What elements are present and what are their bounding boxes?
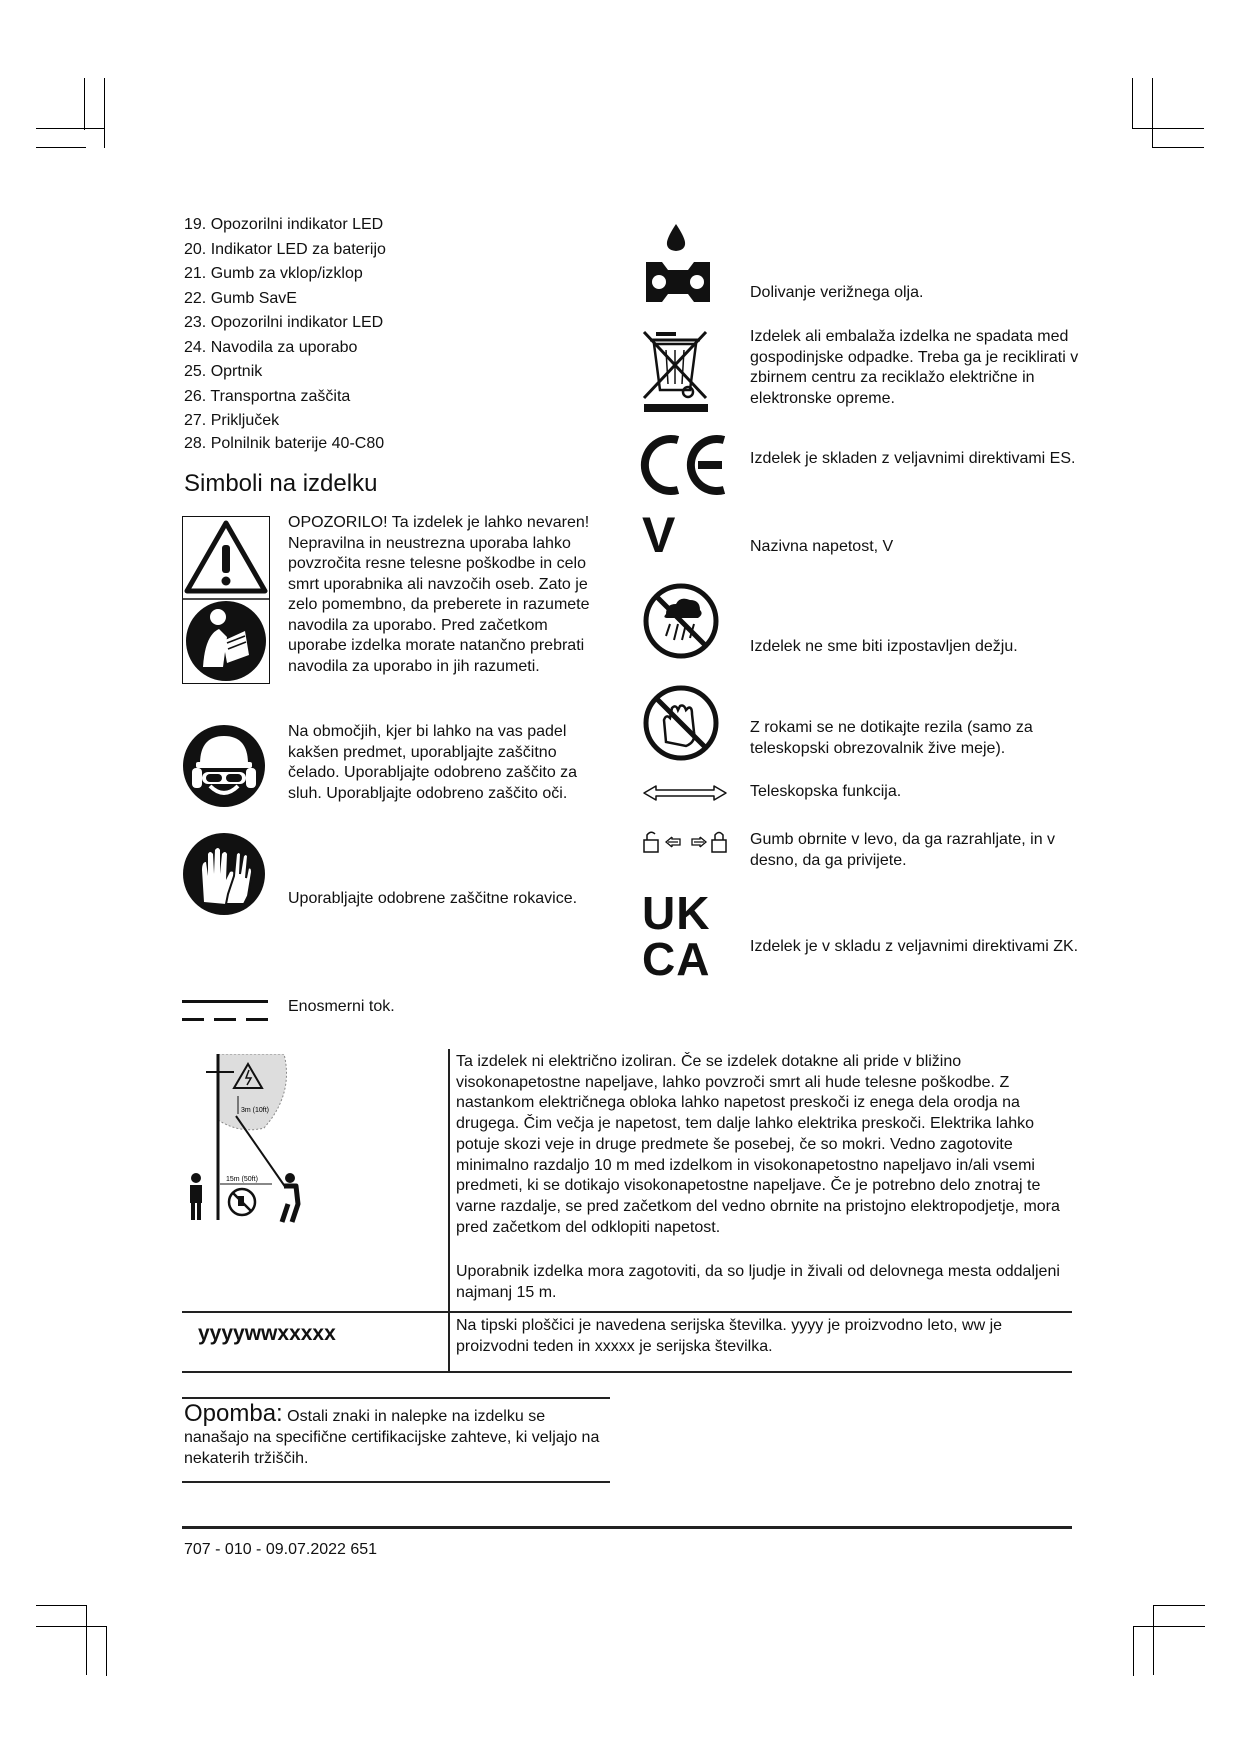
telescopic-arrow-icon	[642, 784, 728, 807]
telescopic-text: Teleskopska funkcija.	[750, 783, 902, 800]
no-rain-icon	[642, 582, 720, 665]
distance-label-15m: 15m (50ft)	[226, 1176, 258, 1183]
footer-text: 707 - 010 - 09.07.2022 651	[184, 1541, 378, 1558]
powerline-paragraph-1: Ta izdelek ni električno izoliran. Če se izdelek dotakne ali pride v bližino visokonapetostne napeljave, lahko povzroči smrt ali hude telesne poškodbe. Z nastankom električnega obloka lahko napetost preskoči iz enega dela orodja na drugega. Čim večja je napetost, tem dalje lahko elektrika preskoči. Elektrika lahko potuje skozi veje in druge predmete še posebej, če so mokri. Vedno zagotovite minimalno razdaljo 10 m med izdelkom in visokonapetostno napeljavo in/ali vsemi predmeti, ki se dotikajo visokonapetostne napeljave. Če je potrebno delo znotraj te varne razdalje, se pred začetkom del vedno obrnite na pristojno elektropodjetje, mora pred začetkom del odklopiti napetost.	[456, 1053, 1060, 1236]
helmet-text: Na območjih, kjer bi lahko na vas padel kakšen predmet, uporabljajte zaščitno čelado. Uporabljajte odobreno zaščito za sluh. Uporabljajte odobreno zaščito oči.	[288, 723, 578, 802]
powerline-paragraph-2: Uporabnik izdelka mora zagotoviti, da so ljudje in živali od delovnega mesta oddaljeni najmanj 15 m.	[456, 1263, 1060, 1301]
note-top-rule	[182, 1397, 610, 1399]
list-item: 23. Opozorilni indikator LED	[184, 314, 384, 331]
list-item: 21. Gumb za vklop/izklop	[184, 265, 363, 282]
warning-triangle-icon	[187, 523, 265, 591]
note-bottom-rule	[182, 1481, 610, 1483]
distance-label-3m: 3m (10ft)	[241, 1107, 270, 1114]
ukca-text: Izdelek je v skladu z veljavnimi direktivami ZK.	[750, 938, 1079, 955]
oil-text: Dolivanje verižnega olja.	[750, 284, 924, 301]
direct-current-icon	[182, 1000, 268, 1027]
note-title: Opomba:	[184, 1400, 283, 1427]
warning-text: OPOZORILO! Ta izdelek je lahko nevaren! Nepravilna in neustrezna uporaba lahko povzročita resne telesne poškodbe in celo smrt uporabnika ali navzočih oseb. Zato je zelo pomembno, da preberete in razumete navodila za uporabo. Pred začetkom uporabe izdelka morate natančno prebrati navodila za uporabo in jih razumeti.	[288, 514, 590, 675]
list-item: 27. Priključek	[184, 412, 280, 429]
footer-rule	[182, 1526, 1072, 1529]
ukca-mark-icon	[642, 887, 732, 985]
weee-bin-icon	[642, 328, 710, 419]
list-item: 19. Opozorilni indikator LED	[184, 216, 384, 233]
list-item: 20. Indikator LED za baterijo	[184, 241, 386, 258]
lock-unlock-icon	[642, 830, 730, 859]
chain-oil-icon	[642, 222, 714, 315]
dc-text: Enosmerni tok.	[288, 998, 395, 1015]
rain-text: Izdelek ne sme biti izpostavljen dežju.	[750, 638, 1018, 655]
power-line-distance-icon	[184, 1054, 314, 1229]
ukca-top: UK	[642, 887, 711, 939]
section-heading: Simboli na izdelku	[184, 470, 378, 497]
serial-text: Na tipski ploščici je navedena serijska številka. yyyy je proizvodno leto, ww je proizvodni teden in xxxxx je serijska številka.	[456, 1317, 1003, 1355]
gloves-icon	[182, 832, 266, 921]
helmet-ear-eye-protection-icon	[182, 724, 266, 813]
table-divider	[448, 1049, 450, 1371]
hands-text: Z rokami se ne dotikajte rezila (samo za teleskopski obrezovalnik žive meje).	[750, 719, 1033, 757]
voltage-text: Nazivna napetost, V	[750, 538, 894, 555]
ukca-bottom: CA	[642, 933, 711, 985]
list-item: 22. Gumb SavE	[184, 290, 297, 307]
no-hands-icon	[642, 684, 720, 767]
list-item: 25. Oprtnik	[184, 363, 263, 380]
weee-text: Izdelek ali embalaža izdelka ne spadata med gospodinjske odpadke. Treba ga je reciklirati v zbirnem centru za reciklažo električne in elektronske opreme.	[750, 328, 1079, 407]
ce-text: Izdelek je skladen z veljavnimi direktivami ES.	[750, 450, 1076, 467]
warning-manual-icon-box	[182, 516, 270, 684]
note-text: Ostali znaki in nalepke na izdelku se nanašajo na specifične certifikacijske zahteve, ki veljajo na nekaterih tržiščih.	[184, 1408, 600, 1467]
knob-text: Gumb obrnite v levo, da ga razrahljate, in v desno, da ga privijete.	[750, 831, 1056, 869]
note-block	[184, 1400, 604, 1469]
ce-mark-icon	[640, 434, 730, 501]
list-item: 28. Polnilnik baterije 40-C80	[184, 435, 385, 452]
list-item: 26. Transportna zaščita	[184, 388, 351, 405]
table-bottom-rule	[182, 1371, 1072, 1373]
list-item: 24. Navodila za uporabo	[184, 339, 358, 356]
voltage-v-icon: V	[642, 507, 676, 563]
table-row-rule	[182, 1311, 1072, 1313]
read-manual-icon	[186, 601, 266, 681]
gloves-text: Uporabljajte odobrene zaščitne rokavice.	[288, 890, 578, 907]
serial-code: yyyywwxxxxx	[198, 1322, 336, 1345]
